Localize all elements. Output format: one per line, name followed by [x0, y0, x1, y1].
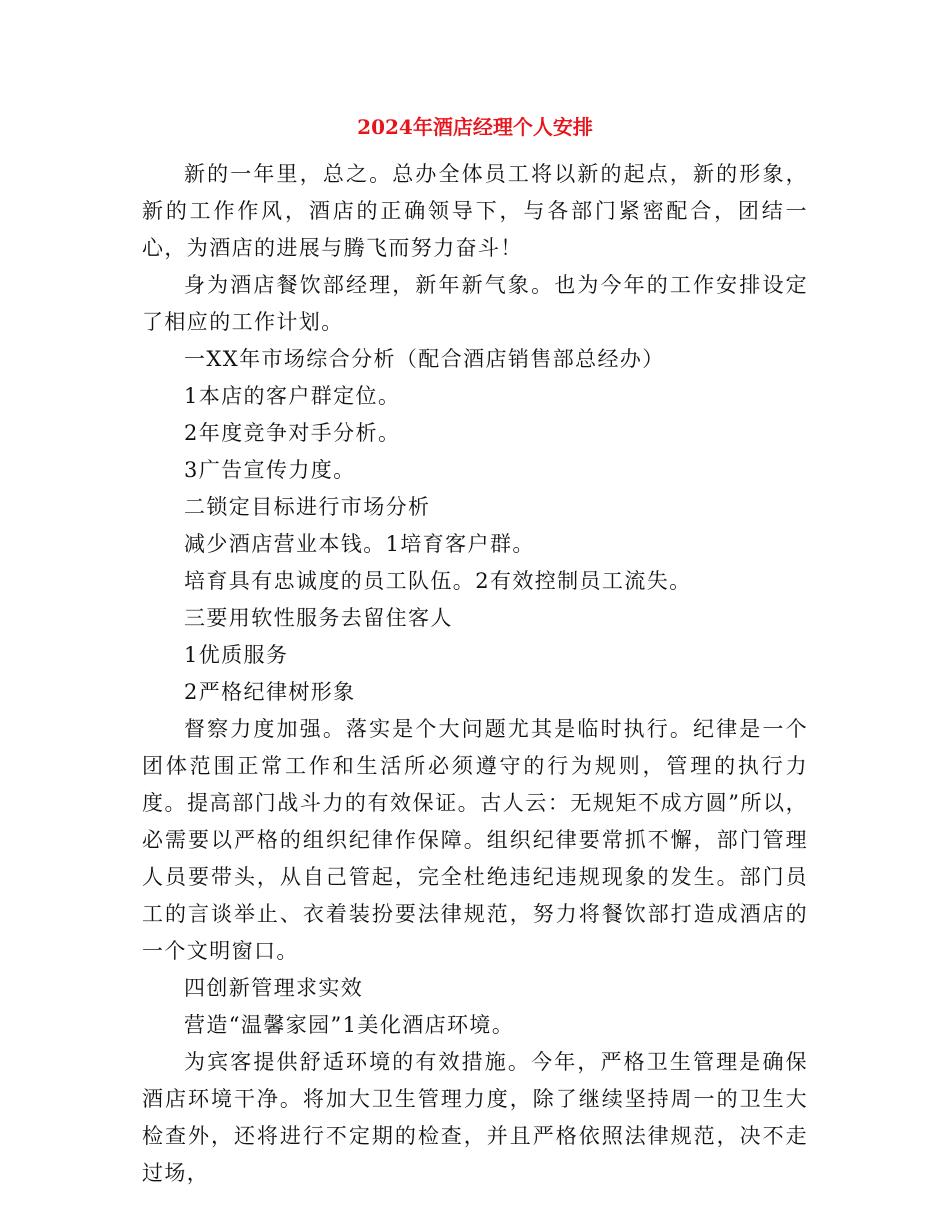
list-item: 3广告宣传力度。 [184, 458, 356, 482]
section-heading: 一XX年市场综合分析（配合酒店销售部总经办） [184, 347, 665, 371]
list-item: 2严格纪律树形象 [184, 680, 356, 704]
paragraph: 新的一年里，总之。总办全体员工将以新的起点，新的形象，新的工作作风，酒店的正确领导下，与各部门紧密配合，团结一心，为酒店的进展与腾飞而努力奋斗！ [142, 162, 808, 260]
section-heading: 四创新管理求实效 [184, 976, 364, 1000]
paragraph: 培育具有忠诚度的员工队伍。2有效控制员工流失。 [184, 569, 692, 593]
paragraph: 身为酒店餐饮部经理，新年新气象。也为今年的工作安排设定了相应的工作计划。 [142, 273, 808, 334]
paragraph: 督察力度加强。落实是个大问题尤其是临时执行。纪律是一个团体范围正常工作和生活所必须遵守的行为规则，管理的执行力度。提高部门战斗力的有效保证。古人云：无规矩不成方圆”所以，必需要以严格的组织纪律作保障。组织纪律要常抓不懈，部门管理人员要带头，从自己管起，完全杜绝违纪违规现象的发生。部门员工的言谈举止、衣着装扮要法律规范，努力将餐饮部打造成酒店的一个文明窗口。 [142, 717, 808, 963]
paragraph: 营造“温馨家园”1美化酒店环境。 [184, 1013, 515, 1037]
document-title: 2024年酒店经理个人安排 [357, 115, 593, 139]
list-item: 2年度竞争对手分析。 [184, 421, 401, 445]
section-heading: 二锁定目标进行市场分析 [184, 495, 431, 519]
list-item: 1本店的客户群定位。 [184, 384, 401, 408]
paragraph: 为宾客提供舒适环境的有效措施。今年，严格卫生管理是确保酒店环境干净。将加大卫生管理力度，除了继续坚持周一的卫生大检查外，还将进行不定期的检查，并且严格依照法律规范，决不走过场， [142, 1050, 808, 1185]
paragraph: 减少酒店营业本钱。1培育客户群。 [184, 532, 535, 556]
document-body [142, 156, 808, 1192]
list-item: 1优质服务 [184, 643, 289, 667]
section-heading: 三要用软性服务去留住客人 [184, 606, 453, 630]
